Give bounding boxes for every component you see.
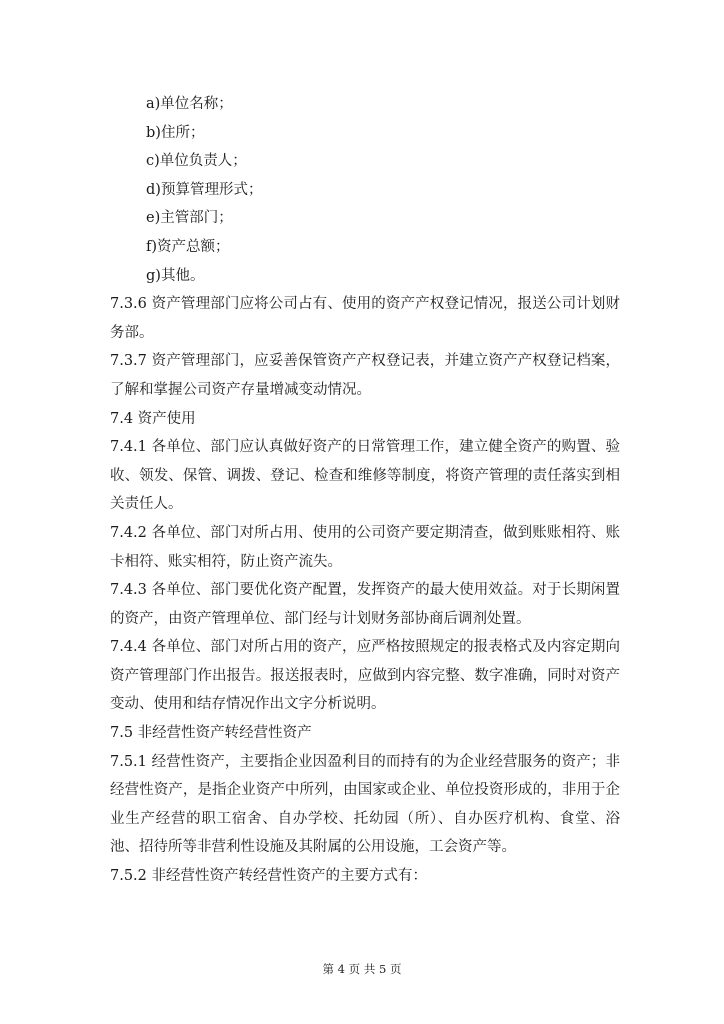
document-body: [110, 90, 620, 891]
list-item-f: f)资产总额；: [146, 238, 230, 255]
section-heading-7-5: 7.5 非经营性资产转经营性资产: [110, 725, 312, 742]
paragraph-7-4-2: 7.4.2 各单位、部门对所占用、使用的公司资产要定期清查，做到账账相符、账卡相符、账实相符，防止资产流失。: [110, 524, 620, 570]
list-item-b: b)住所；: [146, 124, 205, 141]
paragraph-7-3-7: 7.3.7 资产管理部门，应妥善保管资产产权登记表，并建立资产产权登记档案，了解和掌握公司资产存量增减变动情况。: [110, 353, 620, 398]
list-item-d: d)预算管理形式；: [146, 181, 263, 198]
list-item-e: e)主管部门；: [146, 210, 233, 227]
section-heading-7-4: 7.4 资产使用: [110, 410, 196, 427]
list-item-g: g)其他。: [146, 267, 205, 284]
list-item-c: c)单位负责人；: [146, 153, 247, 170]
paragraph-7-4-1: 7.4.1 各单位、部门应认真做好资产的日常管理工作，建立健全资产的购置、验收、领发、保管、调拨、登记、检查和维修等制度，将资产管理的责任落实到相关责任人。: [110, 439, 620, 513]
page-number-footer: 第 4 页 共 5 页: [322, 962, 402, 976]
paragraph-7-4-3: 7.4.3 各单位、部门要优化资产配置，发挥资产的最大使用效益。对于长期闲置的资产，由资产管理单位、部门经与计划财务部协商后调剂处置。: [110, 582, 620, 627]
paragraph-7-4-4: 7.4.4 各单位、部门对所占用的资产，应严格按照规定的报表格式及内容定期向资产管理部门作出报告。报送报表时，应做到内容完整、数字准确，同时对资产变动、使用和结存情况作出文字分析说明。: [110, 639, 620, 713]
list-item-a: a)单位名称；: [146, 96, 233, 112]
paragraph-7-5-2: 7.5.2 非经营性资产转经营性资产的主要方式有：: [110, 868, 428, 885]
paragraph-7-5-1: 7.5.1 经营性资产，主要指企业因盈利目的而持有的为企业经营服务的资产；非经营性资产，是指企业资产中所列，由国家或企业、单位投资形成的，非用于企业生产经营的职工宿舍、自办学校、托幼园（所）、自办医疗机构、食堂、浴池、招待所等非营利性设施及其附属的公用设施，工会资产等。: [110, 753, 620, 856]
paragraph-7-3-6: 7.3.6 资产管理部门应将公司占有、使用的资产产权登记情况，报送公司计划财务部。: [110, 296, 620, 341]
